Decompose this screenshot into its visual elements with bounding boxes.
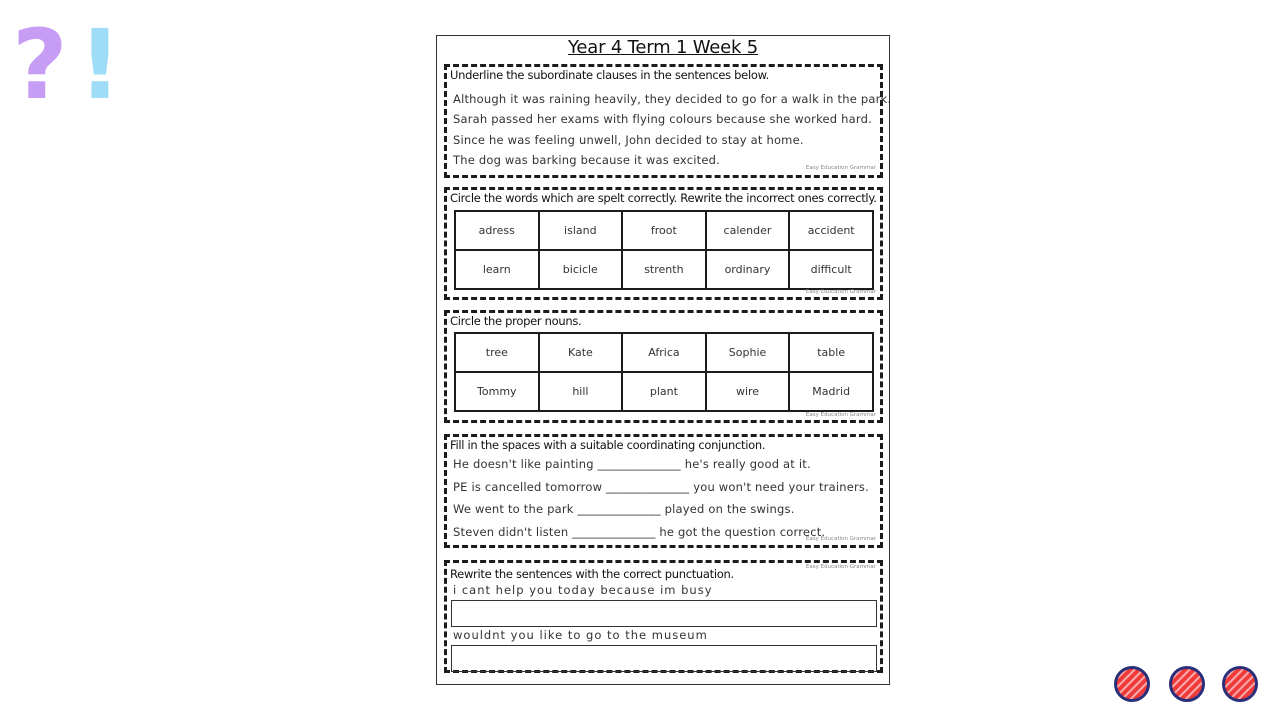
sentence-line: Sarah passed her exams with flying colours because she worked hard. xyxy=(453,112,872,126)
word-cell[interactable]: table xyxy=(789,333,873,372)
word-cell[interactable]: tree xyxy=(455,333,539,372)
word-cell[interactable]: hill xyxy=(539,372,623,411)
spelling-word-grid xyxy=(454,210,874,290)
worksheet-page xyxy=(436,35,890,685)
word-cell[interactable]: calender xyxy=(706,211,790,250)
sentence-line: wouldnt you like to go to the museum xyxy=(453,628,708,642)
word-cell[interactable]: froot xyxy=(622,211,706,250)
table-row xyxy=(455,372,873,411)
conjunctions-section xyxy=(444,434,883,548)
sentence-line: We went to the park ______________ played on the swings. xyxy=(453,502,795,516)
question-exclamation-logo xyxy=(12,8,122,108)
word-cell[interactable]: wire xyxy=(706,372,790,411)
punctuation-section xyxy=(444,560,883,673)
answer-box[interactable] xyxy=(451,600,877,627)
question-mark-glyph: ? xyxy=(12,9,68,108)
word-cell[interactable]: adress xyxy=(455,211,539,250)
section-heading: Circle the proper nouns. xyxy=(450,314,582,328)
sentence-line: He doesn't like painting ______________ he's really good at it. xyxy=(453,457,811,471)
nav-dot-1[interactable] xyxy=(1114,666,1150,702)
worksheet-title: Year 4 Term 1 Week 5 xyxy=(567,37,759,58)
sentence-line: Steven didn't listen ______________ he got the question correct. xyxy=(453,525,826,539)
sentence-line: i cant help you today because im busy xyxy=(453,583,713,597)
word-cell[interactable]: difficult xyxy=(789,250,873,289)
word-cell[interactable]: learn xyxy=(455,250,539,289)
sentence-line: Although it was raining heavily, they decided to go for a walk in the park. xyxy=(453,92,892,106)
nav-dot-2[interactable] xyxy=(1169,666,1205,702)
table-row xyxy=(455,333,873,372)
proper-nouns-section xyxy=(444,310,883,423)
nav-dot-3[interactable] xyxy=(1222,666,1258,702)
word-cell[interactable]: accident xyxy=(789,211,873,250)
word-cell[interactable]: island xyxy=(539,211,623,250)
word-cell[interactable]: plant xyxy=(622,372,706,411)
section-heading: Circle the words which are spelt correctly. Rewrite the incorrect ones correctly. xyxy=(450,191,877,205)
sentence-line: Since he was feeling unwell, John decided to stay at home. xyxy=(453,133,804,147)
credit-text: Easy Education Grammar xyxy=(805,289,876,295)
credit-text: Easy Education Grammar xyxy=(805,536,876,542)
section-heading: Fill in the spaces with a suitable coordinating conjunction. xyxy=(450,438,766,452)
word-cell[interactable]: Kate xyxy=(539,333,623,372)
subordinate-clauses-section xyxy=(444,64,892,178)
word-cell[interactable]: Madrid xyxy=(789,372,873,411)
word-cell[interactable]: bicicle xyxy=(539,250,623,289)
word-cell[interactable]: Sophie xyxy=(706,333,790,372)
section-heading: Rewrite the sentences with the correct punctuation. xyxy=(450,567,734,581)
sentence-line: PE is cancelled tomorrow ______________ you won't need your trainers. xyxy=(453,480,869,494)
proper-nouns-word-grid xyxy=(454,332,874,412)
credit-text: Easy Education Grammar xyxy=(805,165,876,171)
word-cell[interactable]: Africa xyxy=(622,333,706,372)
word-cell[interactable]: ordinary xyxy=(706,250,790,289)
section-heading: Underline the subordinate clauses in the sentences below. xyxy=(450,68,769,82)
credit-text: Easy Education Grammar xyxy=(805,412,876,418)
table-row xyxy=(455,211,873,250)
sentence-line: The dog was barking because it was excited. xyxy=(453,153,720,167)
spelling-section xyxy=(444,187,883,300)
word-cell[interactable]: Tommy xyxy=(455,372,539,411)
word-cell[interactable]: strenth xyxy=(622,250,706,289)
exclamation-mark-glyph: ! xyxy=(78,9,122,108)
credit-text: Easy Education Grammar xyxy=(805,564,876,570)
table-row xyxy=(455,250,873,289)
answer-box[interactable] xyxy=(451,645,877,672)
